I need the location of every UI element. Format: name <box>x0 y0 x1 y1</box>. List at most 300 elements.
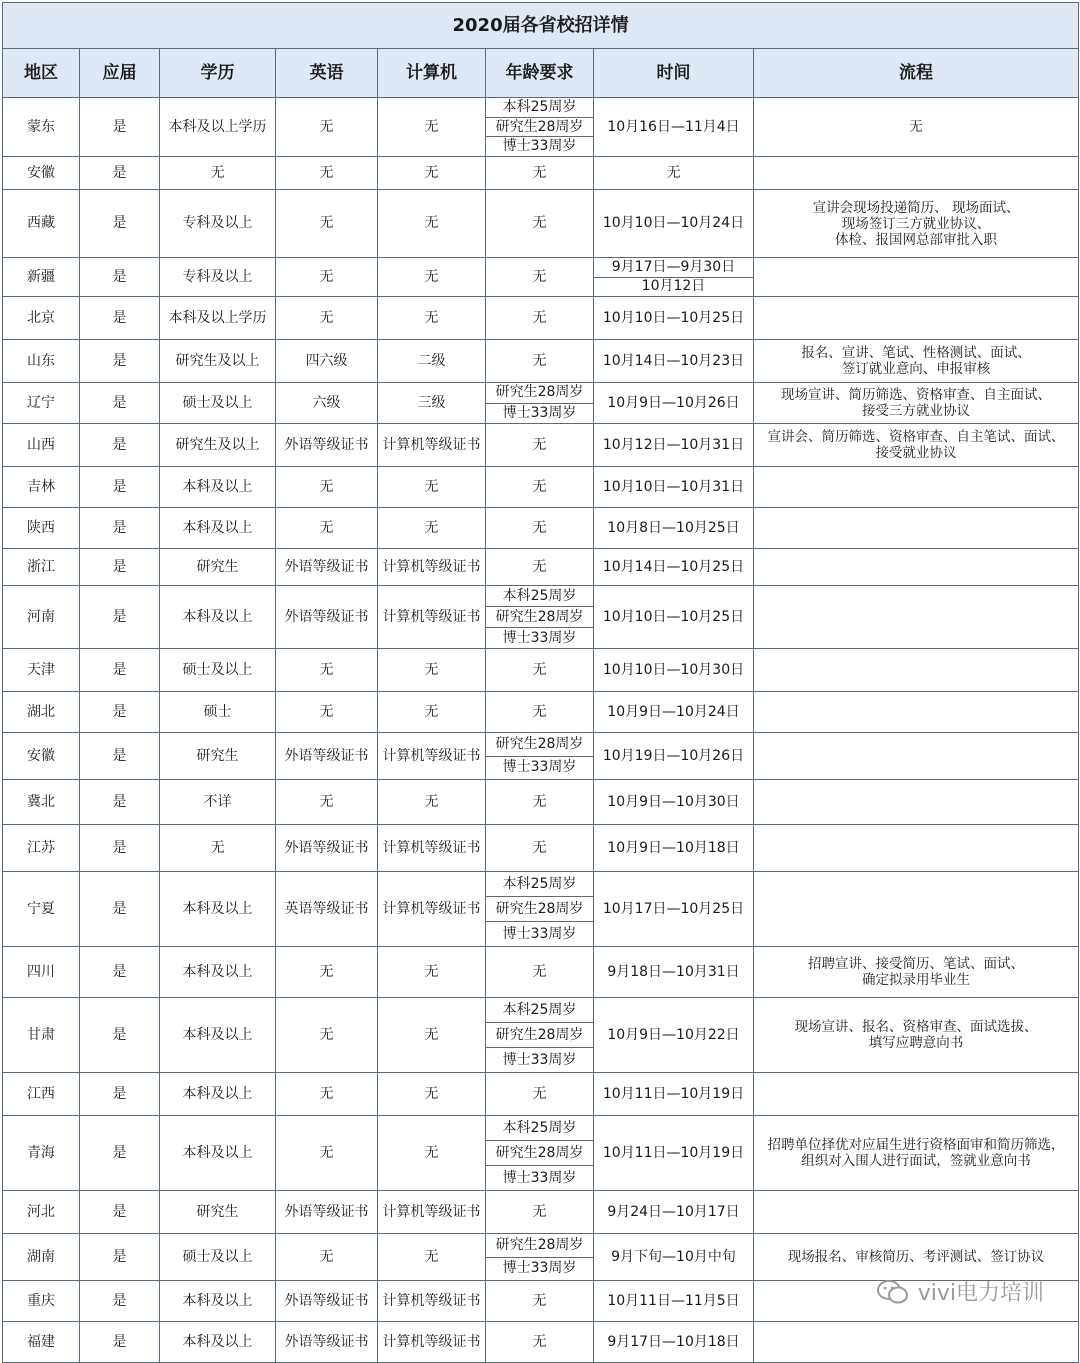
table-row <box>3 649 1079 692</box>
cell-region: 冀北 <box>3 780 80 825</box>
cell-region: 重庆 <box>3 1281 80 1322</box>
cell-time: 10月19日—10月26日 <box>594 733 754 780</box>
cell-process <box>754 1322 1079 1363</box>
age-item: 研究生28周岁 <box>486 1140 593 1165</box>
cell-fresh: 是 <box>80 872 160 947</box>
cell-age <box>486 297 594 340</box>
cell-computer: 无 <box>378 1234 486 1281</box>
cell-age <box>486 825 594 872</box>
age-item: 博士33周岁 <box>486 1047 593 1072</box>
process-text: 报名、宣讲、笔试、性格测试、面试、 签订就业意向、申报审核 <box>801 345 1031 377</box>
table-row <box>3 549 1079 586</box>
cell-time: 10月9日—10月26日 <box>594 383 754 424</box>
cell-region: 西藏 <box>3 190 80 258</box>
cell-region: 天津 <box>3 649 80 692</box>
table-row <box>3 383 1079 424</box>
cell-education: 研究生 <box>160 1191 276 1234</box>
cell-region: 安徽 <box>3 157 80 190</box>
table-row <box>3 872 1079 947</box>
age-item: 无 <box>532 1203 547 1220</box>
age-list <box>486 549 593 585</box>
header-education: 学历 <box>160 49 276 98</box>
cell-age <box>486 649 594 692</box>
table-row <box>3 733 1079 780</box>
age-item: 无 <box>532 1085 547 1102</box>
cell-time: 9月24日—10月17日 <box>594 1191 754 1234</box>
age-list <box>486 1073 593 1115</box>
cell-fresh: 是 <box>80 424 160 467</box>
cell-process <box>754 1116 1079 1191</box>
age-list <box>486 947 593 997</box>
header-english: 英语 <box>276 49 378 98</box>
cell-computer: 无 <box>378 1073 486 1116</box>
cell-region: 陕西 <box>3 508 80 549</box>
cell-process <box>754 297 1079 340</box>
table-title: 2020届各省校招详情 <box>3 3 1079 49</box>
cell-region: 江苏 <box>3 825 80 872</box>
cell-age <box>486 258 594 297</box>
cell-fresh: 是 <box>80 825 160 872</box>
cell-english: 无 <box>276 1073 378 1116</box>
age-item: 博士33周岁 <box>486 403 593 424</box>
cell-education: 硕士及以上 <box>160 1234 276 1281</box>
process-text: 现场报名、审核简历、考评测试、签订协议 <box>787 1249 1045 1265</box>
cell-fresh: 是 <box>80 258 160 297</box>
cell-computer: 无 <box>378 508 486 549</box>
age-item: 本科25周岁 <box>502 1001 577 1018</box>
age-item: 无 <box>532 839 547 856</box>
cell-english: 无 <box>276 297 378 340</box>
cell-english: 外语等级证书 <box>276 424 378 467</box>
cell-computer: 计算机等级证书 <box>378 733 486 780</box>
age-item: 无 <box>532 215 547 231</box>
age-list <box>486 340 593 382</box>
cell-age <box>486 947 594 998</box>
age-list <box>486 1191 593 1233</box>
table-row <box>3 424 1079 467</box>
cell-english: 外语等级证书 <box>276 586 378 649</box>
cell-time <box>594 258 754 297</box>
cell-fresh: 是 <box>80 157 160 190</box>
age-item: 研究生28周岁 <box>486 896 593 921</box>
cell-english: 无 <box>276 947 378 998</box>
age-item: 博士33周岁 <box>486 921 593 946</box>
cell-age <box>486 340 594 383</box>
cell-education: 硕士 <box>160 692 276 733</box>
process-text: 无 <box>909 119 923 135</box>
cell-english: 无 <box>276 190 378 258</box>
table-row <box>3 998 1079 1073</box>
cell-english: 无 <box>276 157 378 190</box>
cell-age <box>486 1116 594 1191</box>
age-item: 无 <box>532 352 547 369</box>
cell-english: 四六级 <box>276 340 378 383</box>
age-list <box>486 692 593 732</box>
cell-fresh: 是 <box>80 508 160 549</box>
cell-computer: 无 <box>378 258 486 297</box>
cell-time: 10月11日—10月19日 <box>594 1116 754 1191</box>
cell-region: 山西 <box>3 424 80 467</box>
age-list <box>486 998 593 1072</box>
cell-region: 新疆 <box>3 258 80 297</box>
cell-education: 无 <box>160 825 276 872</box>
age-item: 博士33周岁 <box>486 136 593 156</box>
process-text: 招聘单位择优对应届生进行资格面审和简历筛选， 组织对入围人进行面试，签就业意向书 <box>767 1137 1065 1169</box>
age-list <box>486 1116 593 1190</box>
cell-education: 本科及以上 <box>160 586 276 649</box>
cell-process <box>754 98 1079 157</box>
cell-age <box>486 780 594 825</box>
cell-education: 本科及以上 <box>160 508 276 549</box>
cell-english: 六级 <box>276 383 378 424</box>
cell-region: 河南 <box>3 586 80 649</box>
cell-education: 本科及以上 <box>160 998 276 1073</box>
cell-time: 9月17日—10月18日 <box>594 1322 754 1363</box>
cell-computer: 计算机等级证书 <box>378 586 486 649</box>
cell-time: 10月10日—10月25日 <box>594 297 754 340</box>
age-list <box>486 190 593 257</box>
table-row <box>3 1116 1079 1191</box>
wechat-icon <box>876 1279 910 1305</box>
cell-fresh: 是 <box>80 733 160 780</box>
age-list <box>486 157 593 189</box>
cell-age <box>486 467 594 508</box>
cell-time: 10月16日—11月4日 <box>594 98 754 157</box>
age-list <box>486 424 593 466</box>
cell-age <box>486 586 594 649</box>
process-text: 现场宣讲、报名、资格审查、面试选拔、 填写应聘意向书 <box>794 1019 1038 1051</box>
cell-computer: 无 <box>378 998 486 1073</box>
cell-fresh: 是 <box>80 297 160 340</box>
cell-region: 甘肃 <box>3 998 80 1073</box>
age-item: 无 <box>532 519 547 536</box>
cell-time: 10月10日—10月30日 <box>594 649 754 692</box>
cell-education: 硕士及以上 <box>160 649 276 692</box>
cell-fresh: 是 <box>80 1191 160 1234</box>
cell-fresh: 是 <box>80 1116 160 1191</box>
cell-region: 湖南 <box>3 1234 80 1281</box>
header-computer: 计算机 <box>378 49 486 98</box>
cell-age <box>486 1234 594 1281</box>
cell-process <box>754 998 1079 1073</box>
age-list <box>486 508 593 548</box>
cell-age <box>486 1281 594 1322</box>
cell-region: 宁夏 <box>3 872 80 947</box>
cell-process <box>754 872 1079 947</box>
cell-education: 本科及以上 <box>160 872 276 947</box>
cell-computer: 计算机等级证书 <box>378 549 486 586</box>
time-item: 10月12日 <box>594 277 753 297</box>
age-item: 研究生28周岁 <box>495 384 584 401</box>
cell-education: 专科及以上 <box>160 190 276 258</box>
table-row <box>3 780 1079 825</box>
cell-computer: 无 <box>378 780 486 825</box>
cell-process <box>754 424 1079 467</box>
cell-region: 江西 <box>3 1073 80 1116</box>
cell-computer: 无 <box>378 692 486 733</box>
cell-process <box>754 157 1079 190</box>
cell-age <box>486 998 594 1073</box>
cell-education: 不详 <box>160 780 276 825</box>
cell-english: 无 <box>276 649 378 692</box>
cell-fresh: 是 <box>80 1073 160 1116</box>
cell-english: 无 <box>276 467 378 508</box>
cell-time: 10月8日—10月25日 <box>594 508 754 549</box>
cell-english: 外语等级证书 <box>276 1322 378 1363</box>
table-row <box>3 825 1079 872</box>
cell-fresh: 是 <box>80 586 160 649</box>
cell-education: 研究生 <box>160 549 276 586</box>
cell-fresh: 是 <box>80 1322 160 1363</box>
age-item: 研究生28周岁 <box>486 1022 593 1047</box>
cell-fresh: 是 <box>80 947 160 998</box>
cell-process <box>754 190 1079 258</box>
cell-education: 本科及以上 <box>160 1073 276 1116</box>
cell-process <box>754 508 1079 549</box>
age-list <box>486 98 593 156</box>
age-list <box>486 780 593 824</box>
table-row <box>3 1073 1079 1116</box>
watermark <box>876 1276 1044 1307</box>
age-item: 博士33周岁 <box>486 1257 593 1281</box>
cell-time: 10月12日—10月31日 <box>594 424 754 467</box>
cell-region: 辽宁 <box>3 383 80 424</box>
cell-computer: 计算机等级证书 <box>378 424 486 467</box>
cell-education: 研究生 <box>160 733 276 780</box>
cell-computer: 三级 <box>378 383 486 424</box>
cell-process <box>754 340 1079 383</box>
cell-fresh: 是 <box>80 780 160 825</box>
cell-education: 专科及以上 <box>160 258 276 297</box>
header-age: 年龄要求 <box>486 49 594 98</box>
cell-age <box>486 872 594 947</box>
cell-time: 9月18日—10月31日 <box>594 947 754 998</box>
cell-computer: 计算机等级证书 <box>378 825 486 872</box>
cell-time: 10月14日—10月25日 <box>594 549 754 586</box>
age-item: 研究生28周岁 <box>495 735 584 752</box>
age-item: 博士33周岁 <box>486 756 593 780</box>
age-item: 无 <box>532 436 547 453</box>
table-row <box>3 1234 1079 1281</box>
cell-process <box>754 780 1079 825</box>
cell-region: 吉林 <box>3 467 80 508</box>
header-fresh: 应届 <box>80 49 160 98</box>
cell-fresh: 是 <box>80 190 160 258</box>
recruitment-table-sheet <box>2 2 1078 1350</box>
cell-time: 10月14日—10月23日 <box>594 340 754 383</box>
time-item: 9月17日—9月30日 <box>611 258 736 275</box>
cell-age <box>486 1073 594 1116</box>
cell-computer: 二级 <box>378 340 486 383</box>
cell-time: 10月9日—10月24日 <box>594 692 754 733</box>
cell-time: 10月10日—10月24日 <box>594 190 754 258</box>
table-row <box>3 157 1079 190</box>
cell-computer: 计算机等级证书 <box>378 1191 486 1234</box>
cell-age <box>486 733 594 780</box>
table-row <box>3 692 1079 733</box>
cell-process <box>754 383 1079 424</box>
cell-time: 10月10日—10月31日 <box>594 467 754 508</box>
age-item: 本科25周岁 <box>502 587 577 604</box>
cell-process <box>754 692 1079 733</box>
age-item: 本科25周岁 <box>502 875 577 892</box>
cell-fresh: 是 <box>80 383 160 424</box>
cell-computer: 无 <box>378 157 486 190</box>
cell-computer: 计算机等级证书 <box>378 1322 486 1363</box>
cell-region: 北京 <box>3 297 80 340</box>
age-list <box>486 1281 593 1321</box>
cell-region: 河北 <box>3 1191 80 1234</box>
cell-region: 青海 <box>3 1116 80 1191</box>
cell-region: 湖北 <box>3 692 80 733</box>
cell-english: 外语等级证书 <box>276 825 378 872</box>
table-row <box>3 586 1079 649</box>
cell-process <box>754 467 1079 508</box>
cell-computer: 无 <box>378 190 486 258</box>
cell-age <box>486 1191 594 1234</box>
cell-english: 无 <box>276 258 378 297</box>
cell-fresh: 是 <box>80 649 160 692</box>
watermark-text: vivi电力培训 <box>917 1281 1044 1306</box>
cell-fresh: 是 <box>80 998 160 1073</box>
recruitment-table <box>2 2 1079 1363</box>
cell-process <box>754 649 1079 692</box>
cell-age <box>486 508 594 549</box>
cell-age <box>486 157 594 190</box>
cell-time: 10月11日—11月5日 <box>594 1281 754 1322</box>
age-item: 研究生28周岁 <box>486 117 593 137</box>
cell-english: 无 <box>276 998 378 1073</box>
header-time: 时间 <box>594 49 754 98</box>
cell-fresh: 是 <box>80 1281 160 1322</box>
table-row <box>3 467 1079 508</box>
cell-age <box>486 98 594 157</box>
cell-computer: 无 <box>378 297 486 340</box>
cell-process <box>754 1191 1079 1234</box>
cell-english: 无 <box>276 1234 378 1281</box>
cell-time: 10月9日—10月30日 <box>594 780 754 825</box>
cell-process <box>754 825 1079 872</box>
age-item: 无 <box>532 1333 547 1350</box>
age-item: 研究生28周岁 <box>495 1236 584 1253</box>
cell-time: 10月10日—10月25日 <box>594 586 754 649</box>
age-list <box>486 825 593 871</box>
cell-education: 本科及以上学历 <box>160 297 276 340</box>
age-item: 无 <box>532 963 547 980</box>
cell-time: 10月11日—10月19日 <box>594 1073 754 1116</box>
table-row <box>3 190 1079 258</box>
table-row <box>3 98 1079 157</box>
age-item: 本科25周岁 <box>502 1119 577 1136</box>
cell-education: 无 <box>160 157 276 190</box>
cell-region: 安徽 <box>3 733 80 780</box>
cell-region: 山东 <box>3 340 80 383</box>
cell-age <box>486 424 594 467</box>
cell-process <box>754 1234 1079 1281</box>
age-item: 无 <box>532 558 547 575</box>
age-item: 研究生28周岁 <box>486 606 593 627</box>
cell-fresh: 是 <box>80 549 160 586</box>
cell-time: 9月下旬—10月中旬 <box>594 1234 754 1281</box>
cell-time: 10月17日—10月25日 <box>594 872 754 947</box>
cell-computer: 无 <box>378 649 486 692</box>
cell-education: 研究生及以上 <box>160 424 276 467</box>
cell-english: 无 <box>276 1116 378 1191</box>
cell-process <box>754 258 1079 297</box>
age-item: 本科25周岁 <box>502 98 577 115</box>
cell-computer: 无 <box>378 467 486 508</box>
table-row <box>3 340 1079 383</box>
cell-english: 外语等级证书 <box>276 1281 378 1322</box>
cell-fresh: 是 <box>80 467 160 508</box>
process-text: 招聘宣讲、接受简历、笔试、面试、 确定拟录用毕业生 <box>808 956 1025 988</box>
cell-time: 10月9日—10月22日 <box>594 998 754 1073</box>
process-text: 现场宣讲、简历筛选、资格审查、自主面试、 接受三方就业协议 <box>781 387 1052 419</box>
age-item: 无 <box>532 164 547 181</box>
cell-age <box>486 692 594 733</box>
cell-fresh: 是 <box>80 692 160 733</box>
age-list <box>486 733 593 779</box>
cell-english: 外语等级证书 <box>276 1191 378 1234</box>
cell-process <box>754 586 1079 649</box>
header-process: 流程 <box>754 49 1079 98</box>
cell-education: 本科及以上学历 <box>160 98 276 157</box>
age-item: 无 <box>532 661 547 678</box>
age-list <box>486 467 593 507</box>
cell-education: 研究生及以上 <box>160 340 276 383</box>
process-text: 宣讲会、简历筛选、资格审查、自主笔试、面试、 接受就业协议 <box>767 429 1065 461</box>
cell-fresh: 是 <box>80 98 160 157</box>
age-item: 无 <box>532 309 547 326</box>
table-row <box>3 1191 1079 1234</box>
cell-process <box>754 1073 1079 1116</box>
age-item: 无 <box>532 268 547 285</box>
cell-process <box>754 549 1079 586</box>
cell-computer: 计算机等级证书 <box>378 1281 486 1322</box>
cell-education: 本科及以上 <box>160 467 276 508</box>
age-item: 无 <box>532 793 547 810</box>
table-row <box>3 508 1079 549</box>
cell-fresh: 是 <box>80 340 160 383</box>
age-item: 无 <box>532 703 547 720</box>
cell-computer: 计算机等级证书 <box>378 872 486 947</box>
cell-age <box>486 190 594 258</box>
age-item: 博士33周岁 <box>486 1165 593 1190</box>
table-row <box>3 947 1079 998</box>
age-list <box>486 258 593 296</box>
cell-english: 无 <box>276 780 378 825</box>
process-text: 宣讲会现场投递简历、 现场面试、 现场签订三方就业协议、 体检、报国网总部审批入职 <box>812 199 1020 248</box>
age-list <box>486 297 593 339</box>
age-list <box>486 872 593 946</box>
cell-process <box>754 947 1079 998</box>
cell-region: 蒙东 <box>3 98 80 157</box>
cell-region: 浙江 <box>3 549 80 586</box>
cell-computer: 无 <box>378 98 486 157</box>
cell-education: 本科及以上 <box>160 1116 276 1191</box>
age-list <box>486 586 593 648</box>
cell-education: 本科及以上 <box>160 1281 276 1322</box>
cell-english: 英语等级证书 <box>276 872 378 947</box>
header-row <box>3 49 1079 98</box>
cell-region: 福建 <box>3 1322 80 1363</box>
cell-computer: 无 <box>378 947 486 998</box>
cell-age <box>486 383 594 424</box>
age-item: 无 <box>532 1292 547 1309</box>
cell-english: 外语等级证书 <box>276 733 378 780</box>
cell-region: 四川 <box>3 947 80 998</box>
age-item: 无 <box>532 478 547 495</box>
